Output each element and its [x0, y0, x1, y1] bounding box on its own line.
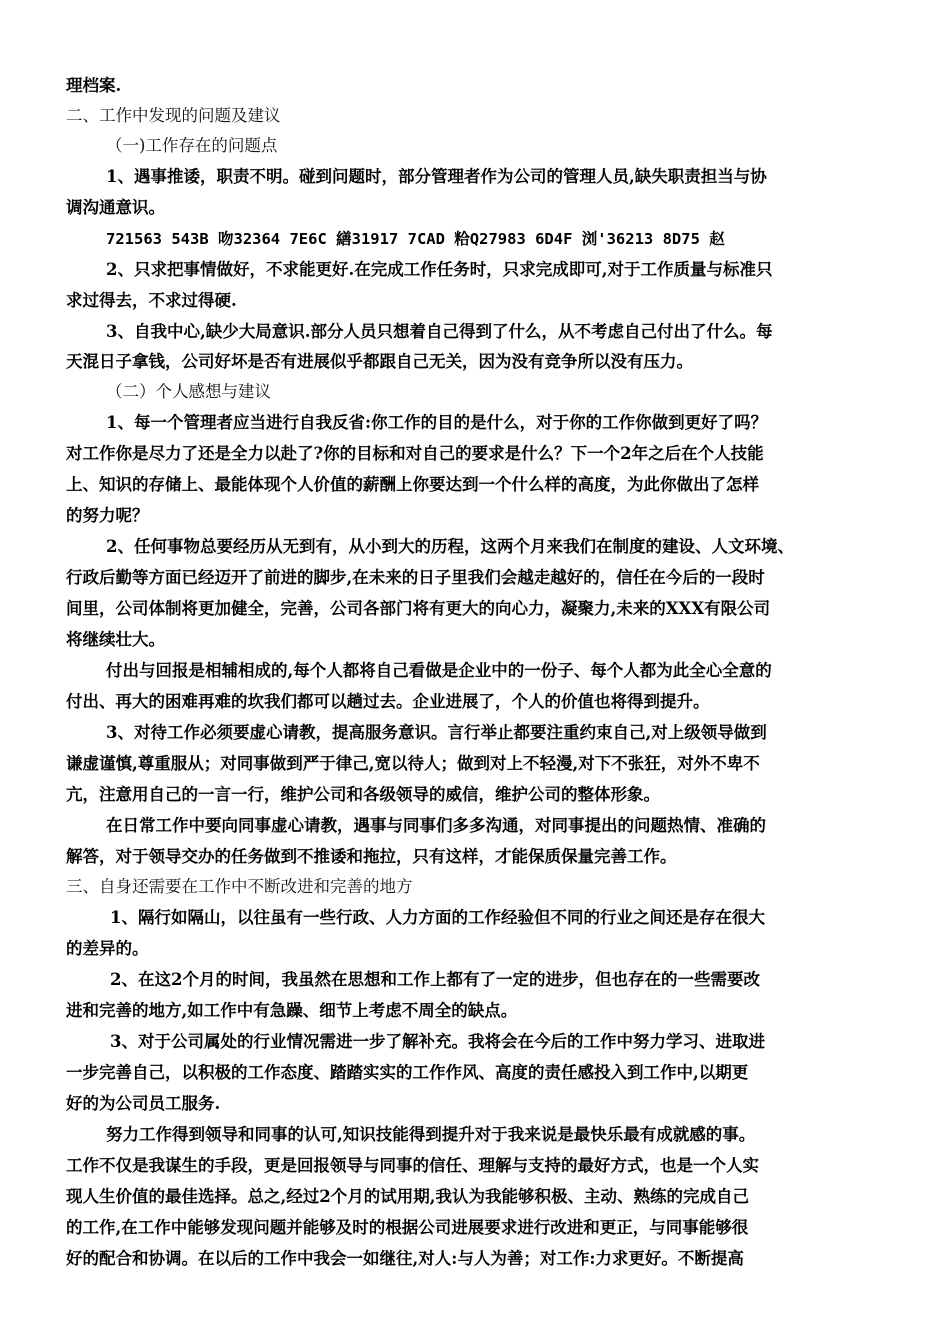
paragraph-line: 理档案.	[66, 76, 122, 95]
paragraph-line: 行政后勤等方面已经迈开了前进的脚步,在未来的日子里我们会越走越好的，信任在今后的一段时	[66, 568, 765, 587]
paragraph-line: 1、隔行如隔山，以往虽有一些行政、人力方面的工作经验但不同的行业之间还是存在很大	[110, 908, 765, 927]
section-heading-2: 二、工作中发现的问题及建议	[66, 106, 281, 125]
paragraph-line: 努力工作得到领导和同事的认可,知识技能得到提升对于我来说是最快乐最有成就感的事。	[106, 1125, 756, 1144]
subsection-heading-1: （一)工作存在的问题点	[106, 136, 278, 155]
paragraph-line: 解答，对于领导交办的任务做到不推诿和拖拉，只有这样，才能保质保量完善工作。	[66, 847, 677, 866]
paragraph-line: 上、知识的存储上、最能体现个人价值的薪酬上你要达到一个什么样的高度，为此你做出了怎样	[66, 475, 759, 494]
paragraph-line: 谦虚谨慎,尊重服从；对同事做到严于律己,宽以待人；做到对上不轻漫,对下不张狂，对外不卑不	[66, 754, 760, 773]
paragraph-line: 求过得去，不求过得硬.	[66, 291, 237, 310]
paragraph-line: 将继续壮大。	[66, 630, 165, 649]
paragraph-line: 3、自我中心,缺少大局意识.部分人员只想着自己得到了什么，从不考虑自己付出了什么。每	[106, 322, 773, 341]
paragraph-line: 1、每一个管理者应当进行自我反省:你工作的目的是什么，对于你的工作你做到更好了吗？	[106, 413, 768, 432]
code-line: 721563 543B 吻32364 7E6C 繕31917 7CAD 粭Q27983 6D4F 浏'36213 8D75 赵	[106, 230, 725, 248]
paragraph-line: 1、遇事推诿，职责不明。碰到问题时，部分管理者作为公司的管理人员,缺失职责担当与协	[106, 167, 767, 186]
section-heading-3: 三、自身还需要在工作中不断改进和完善的地方	[66, 877, 413, 896]
paragraph-line: 亢，注意用自己的一言一行，维护公司和各级领导的威信，维护公司的整体形象。	[66, 785, 660, 804]
paragraph-line: 2、在这2个月的时间，我虽然在思想和工作上都有了一定的进步，但也存在的一些需要改	[110, 970, 760, 989]
paragraph-line: 付出、再大的困难再难的坎我们都可以趟过去。企业进展了，个人的价值也将得到提升。	[66, 692, 710, 711]
subsection-heading-2: （二）个人感想与建议	[106, 382, 271, 401]
paragraph-line: 3、对于公司属处的行业情况需进一步了解补充。我将会在今后的工作中努力学习、进取进	[110, 1032, 765, 1051]
paragraph-line: 调沟通意识。	[66, 198, 165, 217]
paragraph-line: 的差异的。	[66, 939, 149, 958]
paragraph-line: 现人生价值的最佳选择。总之,经过2个月的试用期,我认为我能够积极、主动、熟练的完成自己	[66, 1187, 749, 1206]
paragraph-line: 一步完善自己，以积极的工作态度、踏踏实实的工作作风、高度的责任感投入到工作中,以期更	[66, 1063, 749, 1082]
paragraph-line: 2、只求把事情做好，不求能更好.在完成工作任务时，只求完成即可,对于工作质量与标准只	[106, 260, 773, 279]
paragraph-line: 进和完善的地方,如工作中有急躁、细节上考虑不周全的缺点。	[66, 1001, 518, 1020]
paragraph-line: 好的为公司员工服务.	[66, 1094, 221, 1113]
paragraph-line: 对工作你是尽力了还是全力以赴了?你的目标和对自己的要求是什么？下一个2年之后在个人技能	[66, 444, 764, 463]
paragraph-line: 间里，公司体制将更加健全，完善，公司各部门将有更大的向心力，凝聚力,未来的XXX有限公司	[66, 599, 771, 618]
paragraph-line: 好的配合和协调。在以后的工作中我会一如继往,对人:与人为善；对工作:力求更好。不断提高	[66, 1249, 744, 1268]
paragraph-line: 的工作,在工作中能够发现问题并能够及时的根据公司进展要求进行改进和更正，与同事能够很	[66, 1218, 749, 1237]
paragraph-line: 天混日子拿钱，公司好坏是否有进展似乎都跟自己无关，因为没有竞争所以没有压力。	[66, 352, 693, 371]
paragraph-line: 在日常工作中要向同事虚心请教，遇事与同事们多多沟通，对同事提出的问题热情、准确的	[106, 816, 766, 835]
paragraph-line: 2、任何事物总要经历从无到有，从小到大的历程，这两个月来我们在制度的建设、人文环境、	[106, 537, 794, 556]
paragraph-line: 工作不仅是我谋生的手段，更是回报领导与同事的信任、理解与支持的最好方式，也是一个人实	[66, 1156, 759, 1175]
paragraph-line: 的努力呢？	[66, 506, 149, 525]
paragraph-line: 3、对待工作必须要虚心请教，提高服务意识。言行举止都要注重约束自己,对上级领导做到	[106, 723, 767, 742]
paragraph-line: 付出与回报是相辅相成的,每个人都将自己看做是企业中的一份子、每个人都为此全心全意的	[106, 661, 772, 680]
